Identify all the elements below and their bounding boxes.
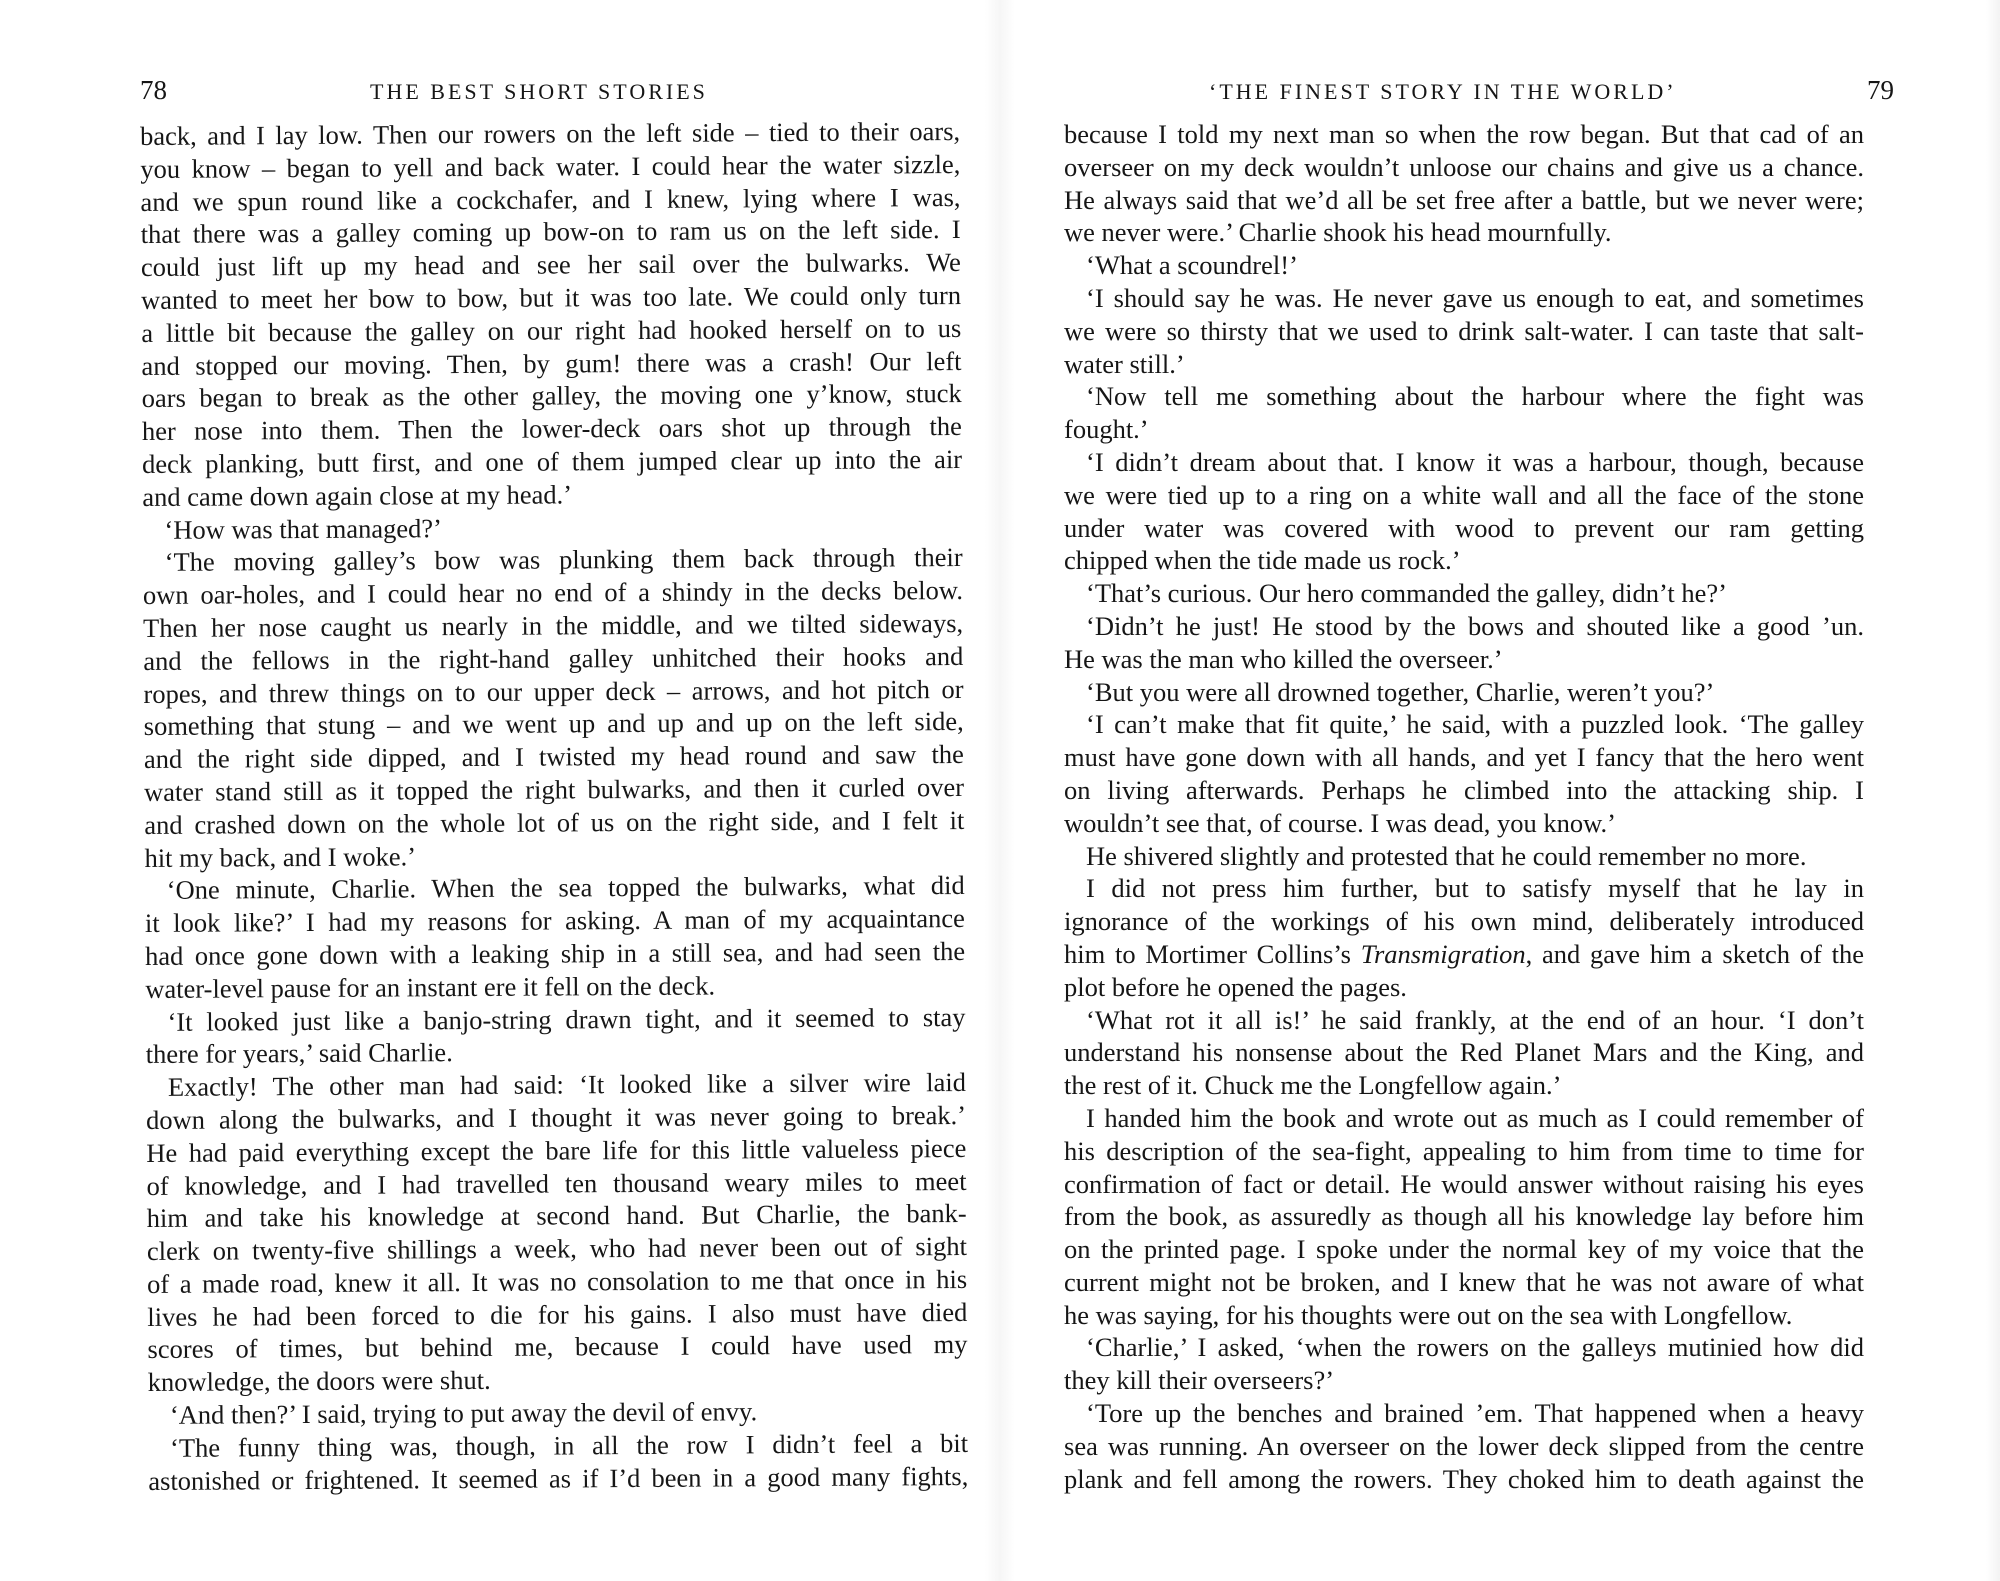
text-line: ‘Now tell me something about the harbour where the fight was bbox=[1086, 381, 1864, 412]
text-line: and we spun round like a cockchafer, and I knew, lying where I was, bbox=[140, 181, 961, 217]
text-line: lives he had been forced to die for his gains. I also must have died bbox=[147, 1296, 968, 1332]
text-line: ‘The funny thing was, though, in all the row I didn’t feel a bit bbox=[170, 1427, 969, 1463]
text-line: ‘And then?’ I said, trying to put away the devil of envy. bbox=[169, 1396, 758, 1430]
left-page-body bbox=[140, 115, 968, 1497]
text-line: sea was running. An overseer on the lower deck slipped from the centre bbox=[1064, 1430, 1864, 1461]
text-line: water-level pause for an instant ere it fell on the deck. bbox=[145, 970, 716, 1004]
text-line: He always said that we’d all be set free after a battle, but we never were; bbox=[1064, 184, 1864, 215]
running-title: ‘THE FINEST STORY IN THE WORLD’ bbox=[1209, 79, 1677, 104]
left-page-header bbox=[140, 72, 960, 112]
text-line: a little bit because the galley on our right had hooked herself on to us bbox=[141, 312, 962, 348]
right-page-header bbox=[1064, 72, 1894, 112]
text-line: hit my back, and I woke.’ bbox=[144, 840, 417, 873]
page-edge bbox=[1986, 0, 2000, 1581]
text-line: He shivered slightly and protested that he could remember no more. bbox=[1086, 840, 1807, 871]
text-line: I did not press him further, but to satisfy myself that he lay in bbox=[1086, 873, 1864, 904]
text-line: fought.’ bbox=[1064, 414, 1149, 445]
text-line: plank and fell among the rowers. They choked him to death against the bbox=[1064, 1463, 1864, 1494]
page-number: 79 bbox=[1867, 75, 1894, 105]
text-line: ‘I didn’t dream about that. I know it was a harbour, though, because bbox=[1086, 446, 1864, 477]
text-line: ‘Didn’t he just! He stood by the bows and shouted like a good ’un. bbox=[1086, 610, 1864, 641]
text-line: ‘One minute, Charlie. When the sea topped the bulwarks, what did bbox=[166, 870, 965, 906]
text-line: ‘The moving galley’s bow was plunking them back through their bbox=[164, 542, 963, 578]
text-line: ‘It looked just like a banjo-string drawn tight, and it seemed to stay bbox=[167, 1001, 966, 1037]
text-line: water stand still as it topped the right bulwarks, and then it curled over bbox=[144, 771, 965, 807]
text-line: ‘That’s curious. Our hero commanded the galley, didn’t he?’ bbox=[1086, 578, 1727, 609]
text-line: oars began to break as the other galley, the moving one y’know, stuck bbox=[141, 378, 962, 414]
right-page bbox=[1000, 0, 2000, 1581]
text-line: her nose into them. Then the lower-deck oars shot up through the bbox=[141, 411, 962, 447]
text-line: of a made road, knew it all. It was no consolation to me that once in his bbox=[147, 1263, 968, 1299]
text-line: confirmation of fact or detail. He would answer without raising his eyes bbox=[1064, 1168, 1864, 1199]
text-line: and stopped our moving. Then, by gum! there was a crash! Our left bbox=[141, 345, 962, 381]
text-line: overseer on my deck wouldn’t unloose our chains and give us a chance. bbox=[1064, 151, 1864, 182]
text-line: that there was a galley coming up bow-on to ram us on the left side. I bbox=[140, 214, 961, 250]
text-line: wanted to meet her bow to bow, but it was too late. We could only turn bbox=[141, 279, 962, 315]
page-number: 78 bbox=[140, 75, 167, 105]
text-line: knowledge, the doors were shut. bbox=[147, 1365, 491, 1398]
text-line: and the right side dipped, and I twisted my head round and saw the bbox=[143, 739, 964, 775]
text-line: own oar-holes, and I could hear no end of a shindy in the decks below. bbox=[142, 575, 963, 611]
text-line: under water was covered with wood to prevent our ram getting bbox=[1064, 512, 1864, 543]
text-line: must have gone down with all hands, and yet I fancy that the hero went bbox=[1064, 742, 1864, 773]
text-line: ‘I should say he was. He never gave us enough to eat, and sometimes bbox=[1086, 282, 1864, 313]
text-line: I handed him the book and wrote out as much as I could remember of bbox=[1086, 1102, 1864, 1133]
text-line: his description of the sea-fight, appealing to him from time to time for bbox=[1064, 1135, 1864, 1166]
text-line: ignorance of the workings of his own mind, deliberately introduced bbox=[1064, 906, 1864, 937]
right-page-body bbox=[1064, 118, 1864, 1495]
text-line: and came down again close at my head.’ bbox=[142, 479, 573, 512]
text-line: because I told my next man so when the row began. But that cad of an bbox=[1064, 119, 1864, 149]
text-line: ‘What rot it all is!’ he said frankly, at the end of an hour. ‘I don’t bbox=[1086, 1004, 1864, 1035]
text-line: had once gone down with a leaking ship in a still sea, and had seen the bbox=[145, 935, 966, 971]
text-line: back, and I lay low. Then our rowers on the left side – tied to their oars, bbox=[140, 115, 961, 151]
text-line: him and take his knowledge at second hand. But Charlie, the bank- bbox=[146, 1198, 967, 1234]
text-line: ‘How was that managed?’ bbox=[164, 512, 443, 545]
text-line: you know – began to yell and back water. I could hear the water sizzle, bbox=[140, 148, 961, 184]
text-line bbox=[1064, 938, 1864, 971]
text-line: of knowledge, and I had travelled ten thousand weary miles to meet bbox=[146, 1165, 967, 1201]
text-line: something that stung – and we went up and up and up on the left side, bbox=[143, 706, 964, 742]
text-line: ropes, and threw things on to our upper deck – arrows, and hot pitch or bbox=[143, 673, 964, 709]
book-title: Transmigration bbox=[1360, 938, 1526, 969]
text-line: ‘I can’t make that fit quite,’ he said, with a puzzled look. ‘The galley bbox=[1086, 709, 1864, 740]
text-line: ‘But you were all drowned together, Charlie, weren’t you?’ bbox=[1086, 676, 1715, 707]
text-line: they kill their overseers?’ bbox=[1064, 1365, 1335, 1396]
text-line: Exactly! The other man had said: ‘It looked like a silver wire laid bbox=[167, 1067, 966, 1102]
text-line: he was saying, for his thoughts were out on the sea with Longfellow. bbox=[1064, 1299, 1793, 1330]
text-line: ‘Charlie,’ I asked, ‘when the rowers on the galleys mutinied how did bbox=[1086, 1332, 1864, 1363]
text-line: ‘What a scoundrel!’ bbox=[1086, 250, 1298, 281]
text-line: and the fellows in the right-hand galley unhitched their hooks and bbox=[143, 640, 964, 676]
text-line: water still.’ bbox=[1064, 348, 1185, 379]
text-line: could just lift up my head and see her sail over the bulwarks. We bbox=[140, 247, 961, 283]
line-text: him to Mortimer Collins’s bbox=[1064, 938, 1361, 969]
text-line: deck planking, butt first, and one of them jumped clear up into the air bbox=[142, 443, 963, 479]
text-line: scores of times, but behind me, because I could have used my bbox=[147, 1329, 968, 1365]
text-line: understand his nonsense about the Red Planet Mars and the King, and bbox=[1064, 1037, 1864, 1068]
text-line: Then her nose caught us nearly in the middle, and we tilted sideways, bbox=[143, 607, 964, 643]
text-line: plot before he opened the pages. bbox=[1064, 971, 1407, 1002]
text-line: down along the bulwarks, and I thought it was never going to break.’ bbox=[146, 1099, 967, 1135]
text-line: current might not be broken, and I knew that he was not aware of what bbox=[1064, 1266, 1864, 1297]
text-line: we were tied up to a ring on a white wall and all the face of the stone bbox=[1064, 479, 1864, 510]
text-line: ‘Tore up the benches and brained ’em. That happened when a heavy bbox=[1086, 1398, 1864, 1429]
text-line: we were so thirsty that we used to drink salt-water. I can taste that salt- bbox=[1064, 315, 1864, 346]
text-line: He was the man who killed the overseer.’ bbox=[1064, 643, 1503, 674]
text-line: clerk on twenty-five shillings a week, who had never been out of sight bbox=[146, 1231, 967, 1267]
text-line: it look like?’ I had my reasons for asking. A man of my acquaintance bbox=[144, 903, 965, 939]
text-line: we never were.’ Charlie shook his head mournfully. bbox=[1064, 217, 1612, 248]
text-line: wouldn’t see that, of course. I was dead, you know.’ bbox=[1064, 807, 1616, 838]
text-line: on living afterwards. Perhaps he climbed into the attacking ship. I bbox=[1064, 774, 1864, 805]
text-line: and crashed down on the whole lot of us on the right side, and I felt it bbox=[144, 804, 965, 840]
text-line: there for years,’ said Charlie. bbox=[145, 1037, 453, 1070]
text-line: chipped when the tide made us rock.’ bbox=[1064, 545, 1461, 576]
text-line: astonished or frightened. It seemed as if I’d been in a good many fights, bbox=[148, 1460, 969, 1496]
running-title: THE BEST SHORT STORIES bbox=[370, 79, 708, 104]
text-line: on the printed page. I spoke under the normal key of my voice that the bbox=[1064, 1234, 1864, 1265]
text-line: the rest of it. Chuck me the Longfellow again.’ bbox=[1064, 1070, 1562, 1101]
text-line: He had paid everything except the bare life for this little valueless piece bbox=[146, 1132, 967, 1168]
line-text: , and gave him a sketch of the bbox=[1525, 938, 1864, 969]
text-line: from the book, as assuredly as though all his knowledge lay before him bbox=[1064, 1201, 1864, 1232]
